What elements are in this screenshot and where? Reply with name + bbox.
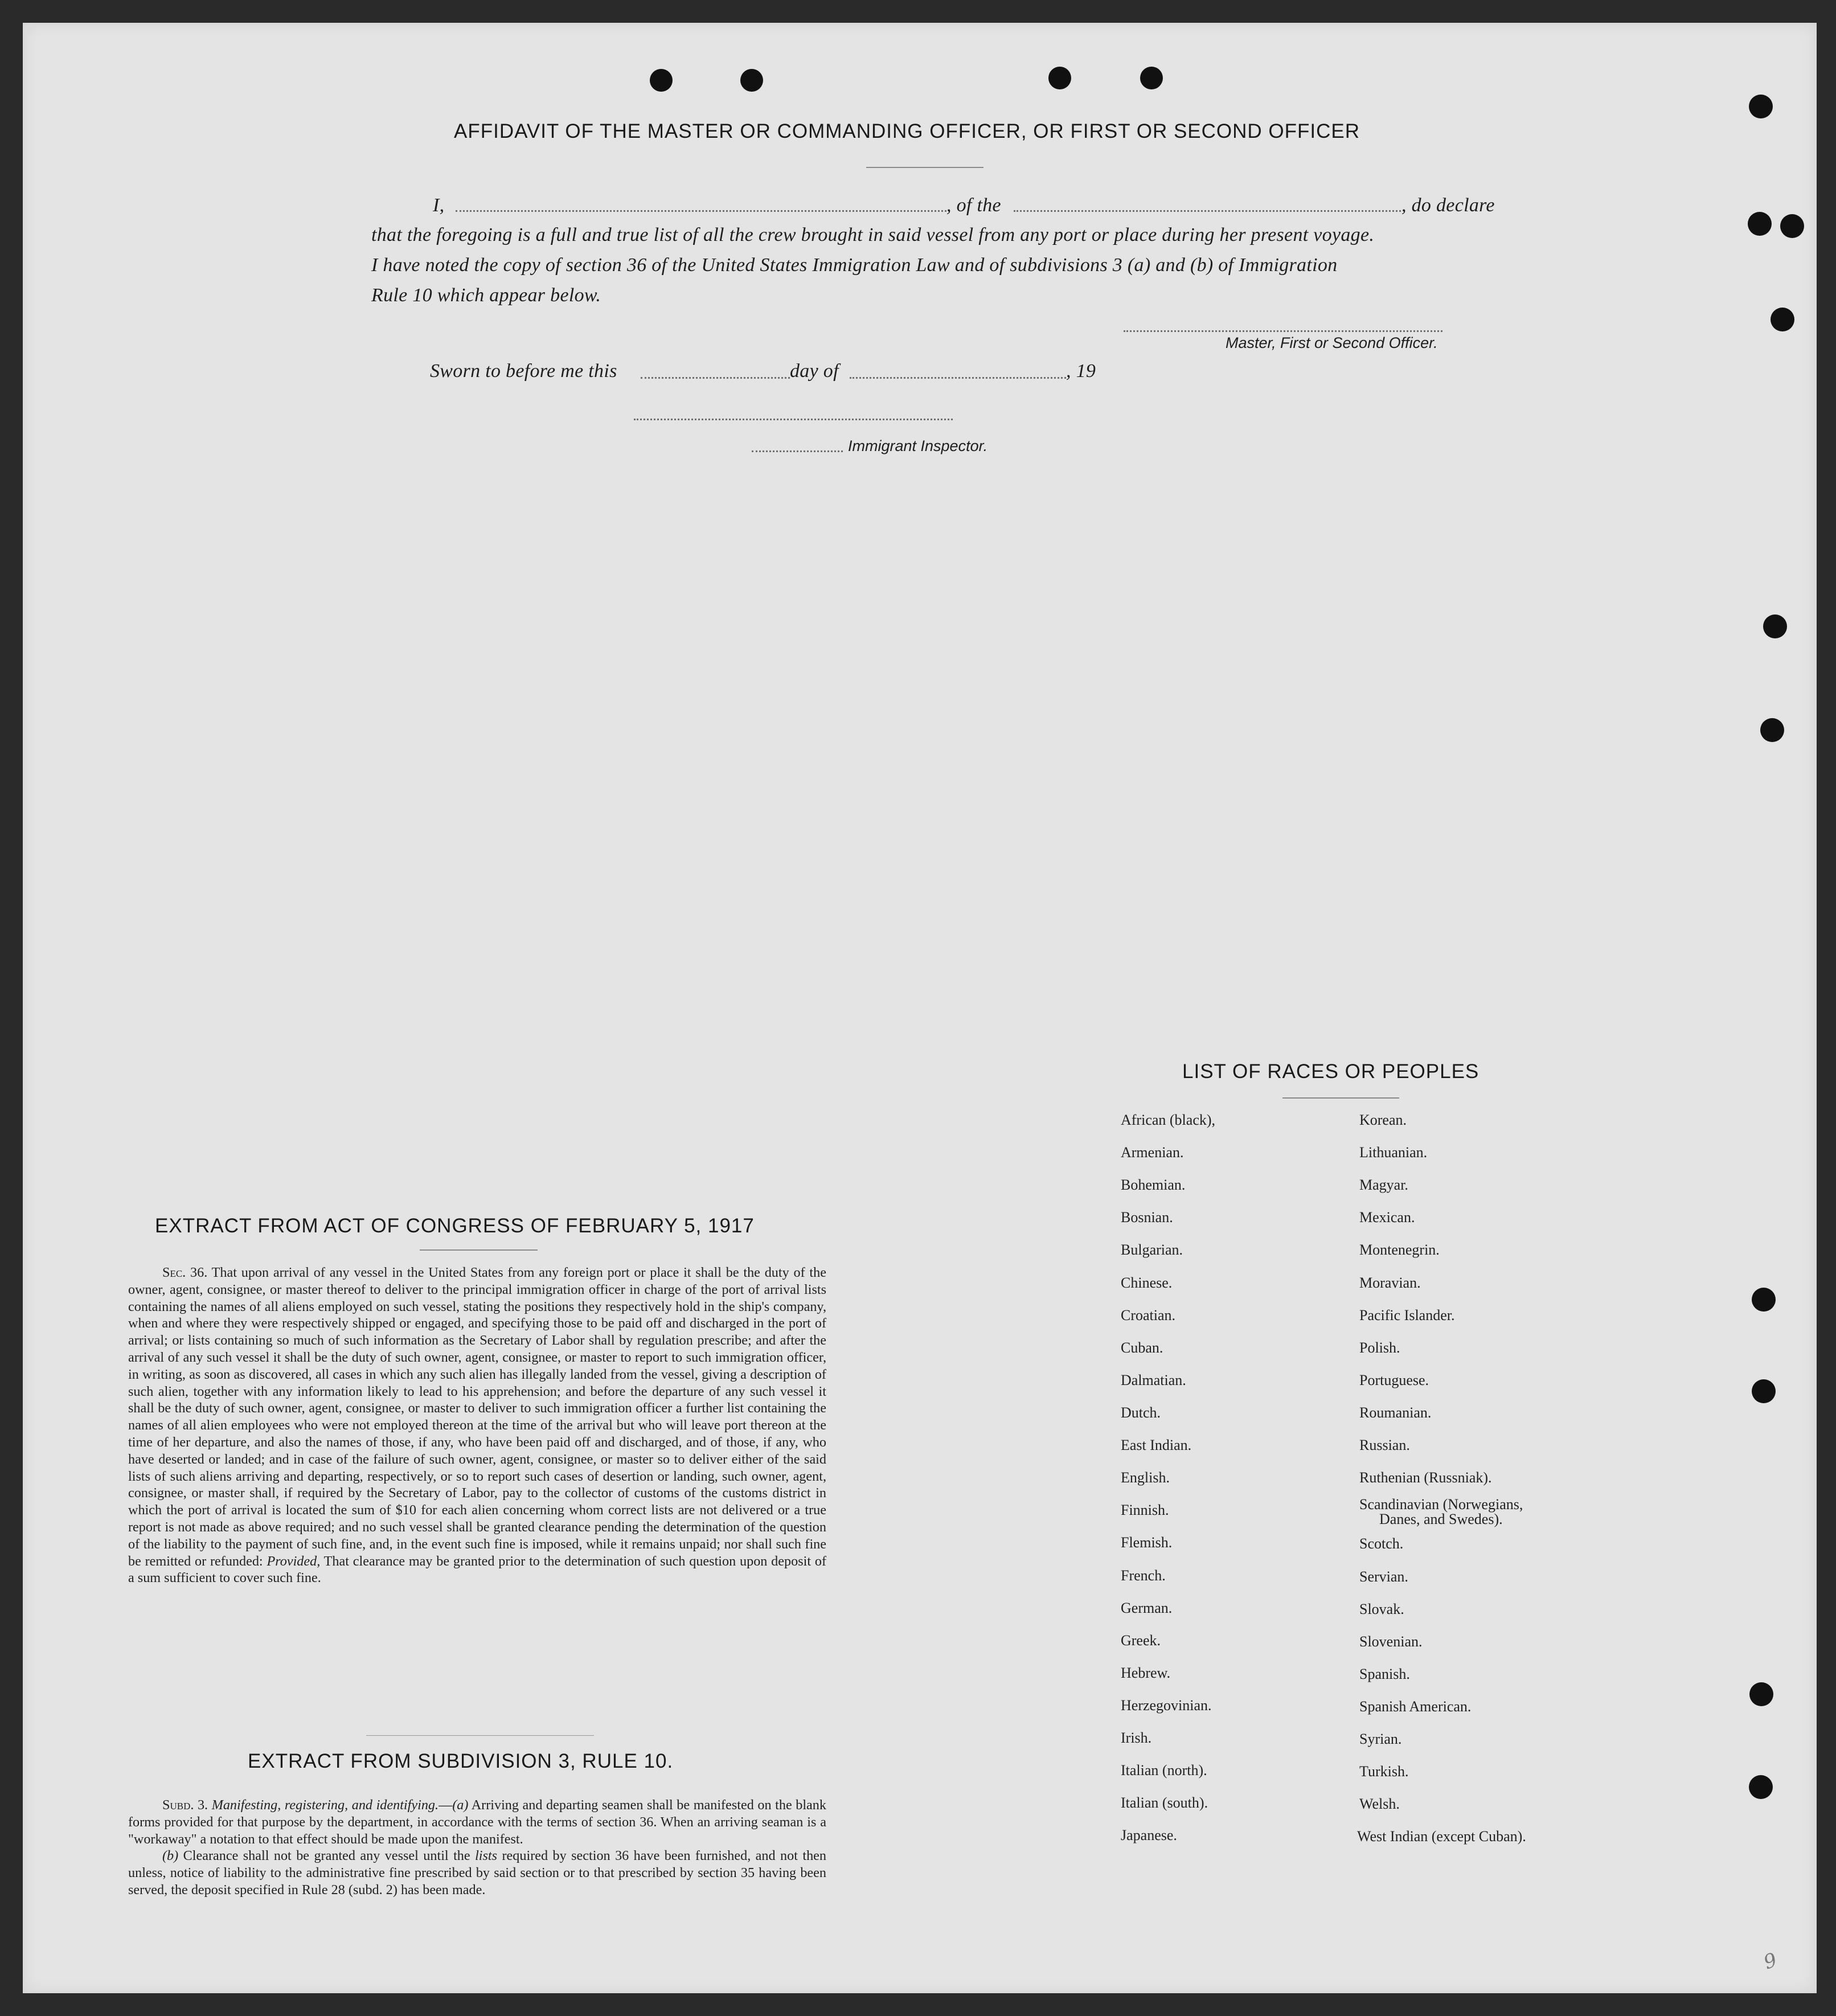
races-title-rule: [1282, 1097, 1399, 1099]
race-left-7: Cuban.: [1121, 1339, 1163, 1356]
inspector-label: Immigrant Inspector.: [848, 437, 988, 454]
punch-hole: [650, 69, 673, 92]
extract-act-title: EXTRACT FROM ACT OF CONGRESS OF FEBRUARY 5, 1917: [155, 1215, 755, 1237]
race-right-18: Spanish.: [1359, 1666, 1410, 1682]
affidavit-of-the: , of the: [946, 195, 1001, 216]
extract-act-title-rule: [420, 1249, 538, 1251]
race-left-12: Finnish.: [1121, 1502, 1169, 1518]
race-right-6: Pacific Islander.: [1359, 1307, 1455, 1323]
race-left-11: English.: [1121, 1469, 1170, 1486]
race-left-4: Bulgarian.: [1121, 1241, 1183, 1258]
race-left-18: Herzegovinian.: [1121, 1697, 1212, 1714]
race-right-8: Portuguese.: [1359, 1372, 1429, 1388]
race-left-14: French.: [1121, 1567, 1166, 1584]
punch-hole: [1763, 614, 1787, 638]
punch-hole: [1760, 718, 1784, 742]
race-left-8: Dalmatian.: [1121, 1372, 1186, 1388]
races-title: LIST OF RACES OR PEOPLES: [1182, 1060, 1480, 1083]
document-page: [23, 23, 1817, 1993]
affidavit-title: AFFIDAVIT OF THE MASTER OR COMMANDING OFFICER, OR FIRST OR SECOND OFFICER: [454, 120, 1360, 142]
sec-36-paragraph-a: That upon arrival of any vessel in the United States from any foreign port or place it shall be the duty of the owner, agent, consignee, or master thereof to deliver to the principal immigration officer in charge of the port of arrival lists containing the names of all aliens employed on such vessel, stating the positions they respectively hold in the ship's company, when and where they were respectively shipped or engaged, and specifying those to be paid off and discharged in the port of arrival; or lists containing so much of such information as the Secretary of Labor shall by regulation prescribe; and after the arrival of any such vessel it shall be the duty of such owner, agent, consignee, or master to report to such immigration officer, in writing, as soon as discovered, all cases in which any such alien has illegally landed from the vessel, giving a description of such alien, together with any information likely to lead to his apprehension; and before the departure of any such vessel it shall be the duty of such owner, agent, consignee, or master to deliver to such immigration officer a further list containing the names of all alien employees who were not employed thereon at the time of the arrival but who will leave port thereon at the time of her departure, and also the names of those, if any, who have been paid off and discharged, and of those, if any, who have deserted or landed; and in case of the failure of such owner, agent, consignee, or master so to deliver either of the said lists of such aliens arriving and departing, respectively, or so to report such cases of desertion or landing, such owner, agent, consignee, or master shall, if required by the Secretary of Labor, pay to the collector of customs of the customs district in which the port of arrival is located the sum of $10 for each alien concerning whom correct lists are not delivered or a true report is not made as above required; and no such vessel shall be granted clearance pending the determination of the question of the liability to the payment of such fine, and, in the event such fine is imposed, while it remains unpaid; nor shall such fine be remitted or refunded:: [128, 1265, 826, 1569]
punch-hole: [1749, 1682, 1773, 1706]
para-a-marker: (a): [452, 1797, 469, 1813]
race-right-7: Polish.: [1359, 1339, 1400, 1356]
rule-para-a: Arriving and departing seamen shall be manifested on the blank forms provided for that purpose by the department, in accordance with the terms of section 36. When an arriving seaman is a "workaway" a notation to that effect should be made upon the manifest.: [128, 1797, 826, 1847]
provided-word: Provided,: [267, 1553, 321, 1569]
race-right-10: Russian.: [1359, 1437, 1410, 1453]
subd-heading: Manifesting, registering, and identifying.: [211, 1797, 439, 1813]
race-left-22: Japanese.: [1121, 1827, 1177, 1843]
rule-para-b-lists: lists: [475, 1848, 498, 1864]
race-left-21: Italian (south).: [1121, 1794, 1208, 1811]
punch-hole: [1140, 67, 1163, 89]
race-left-1: Armenian.: [1121, 1144, 1184, 1161]
race-left-6: Croatian.: [1121, 1307, 1176, 1323]
section-36-text: [128, 1264, 826, 1587]
race-right-21: Turkish.: [1359, 1763, 1409, 1780]
race-right-5: Moravian.: [1359, 1275, 1421, 1291]
sworn-year: , 19: [1066, 360, 1096, 382]
race-right-9: Roumanian.: [1359, 1404, 1432, 1421]
affidavit-line-4: Rule 10 which appear below.: [371, 285, 601, 306]
master-signature-line[interactable]: [1124, 330, 1442, 332]
vessel-blank[interactable]: [1014, 210, 1401, 212]
master-signature-label: Master, First or Second Officer.: [1226, 334, 1438, 351]
race-right-3: Mexican.: [1359, 1209, 1415, 1226]
race-right-20: Syrian.: [1359, 1731, 1402, 1747]
race-left-20: Italian (north).: [1121, 1762, 1207, 1779]
sworn-prefix: Sworn to before me this: [430, 360, 617, 382]
punch-hole: [1780, 214, 1804, 238]
rule-10-text: Subd. 3. Manifesting, registering, and identifying.—(a) Arriving and departing seamen shall be manifested on the blank forms provided for that purpose by the department, in accordance with the terms of section 36. When an arriving seaman is a "workaway" a notation to that effect should be made upon the manifest. (b) Clearance shall not be granted any vessel until the lists required by section 36 have been furnished, and not then unless, notice of liability to the administrative fine prescribed by said section or to that prescribed by section 35 having been served, the deposit specified in Rule 28 (subd. 2) has been made.: [128, 1797, 827, 1898]
race-right-2: Magyar.: [1359, 1177, 1408, 1193]
affidavit-line-3: I have noted the copy of section 36 of the United States Immigration Law and of subdivisions 3 (a) and (b) of Immigration: [371, 255, 1338, 276]
punch-hole: [1771, 308, 1794, 331]
race-right-1: Lithuanian.: [1359, 1144, 1428, 1161]
extract-rule-title-rule: [366, 1735, 594, 1736]
race-left-13: Flemish.: [1121, 1534, 1173, 1551]
subd-label: Subd. 3.: [162, 1797, 208, 1813]
para-b-marker: (b): [162, 1848, 179, 1864]
extract-rule-title: EXTRACT FROM SUBDIVISION 3, RULE 10.: [248, 1750, 674, 1772]
race-left-2: Bohemian.: [1121, 1177, 1186, 1193]
race-right-13: Danes, and Swedes).: [1379, 1511, 1503, 1527]
rule-para-b-pre: Clearance shall not be granted any vessel until the: [183, 1848, 470, 1864]
race-left-0: African (black),: [1121, 1112, 1216, 1128]
sworn-day-blank[interactable]: [641, 377, 790, 379]
race-right-11: Ruthenian (Russniak).: [1359, 1469, 1492, 1486]
punch-hole: [1752, 1379, 1776, 1403]
race-left-9: Dutch.: [1121, 1404, 1161, 1421]
affidavit-title-rule: [866, 167, 983, 168]
affidavit-line-2: that the foregoing is a full and true list of all the crew brought in said vessel from any port or place during her present voyage.: [371, 224, 1375, 245]
sec-label: Sec. 36.: [162, 1265, 208, 1280]
race-left-15: German.: [1121, 1600, 1173, 1616]
race-left-19: Irish.: [1121, 1730, 1152, 1746]
race-right-23: West Indian (except Cuban).: [1357, 1828, 1526, 1845]
race-right-19: Spanish American.: [1359, 1698, 1472, 1715]
race-left-17: Hebrew.: [1121, 1665, 1171, 1681]
race-right-14: Scotch.: [1359, 1535, 1404, 1552]
affidavit-i: I,: [433, 195, 445, 216]
pencil-page-mark: 9: [1760, 1948, 1780, 1974]
race-right-0: Korean.: [1359, 1112, 1407, 1128]
race-right-17: Slovenian.: [1359, 1633, 1423, 1650]
affidavit-line-1: [433, 195, 444, 216]
sec-36-paragraph-b: That clearance may be granted prior to the determination of such question upon deposit of a sum sufficient to cover such fine.: [128, 1553, 827, 1586]
race-left-3: Bosnian.: [1121, 1209, 1173, 1226]
affidavit-declare: , do declare: [1401, 195, 1495, 216]
rule-para-b-post: required by section 36 have been furnished, and not then unless, notice of liability to the administrative fine prescribed by said section or to that prescribed by section 35 having been served, the deposit specified in Rule 28 (subd. 2) has been made.: [128, 1848, 827, 1898]
race-right-15: Servian.: [1359, 1568, 1408, 1585]
punch-hole: [1749, 1775, 1773, 1799]
name-blank[interactable]: [456, 210, 946, 212]
inspector-signature-prefix: [752, 450, 843, 452]
race-left-16: Greek.: [1121, 1632, 1161, 1649]
race-left-10: East Indian.: [1121, 1437, 1192, 1453]
punch-hole: [1048, 67, 1071, 89]
race-right-16: Slovak.: [1359, 1601, 1404, 1617]
punch-hole: [1752, 1288, 1776, 1312]
punch-hole: [1748, 212, 1772, 236]
race-right-4: Montenegrin.: [1359, 1241, 1440, 1258]
sworn-month-blank[interactable]: [850, 377, 1066, 379]
race-left-5: Chinese.: [1121, 1275, 1173, 1291]
sworn-day-of: day of: [790, 360, 839, 382]
race-right-12: Scandinavian (Norwegians,: [1359, 1496, 1523, 1513]
punch-hole: [740, 69, 763, 92]
inspector-signature-line[interactable]: [634, 419, 953, 420]
race-right-22: Welsh.: [1359, 1796, 1400, 1812]
punch-hole: [1749, 95, 1773, 118]
